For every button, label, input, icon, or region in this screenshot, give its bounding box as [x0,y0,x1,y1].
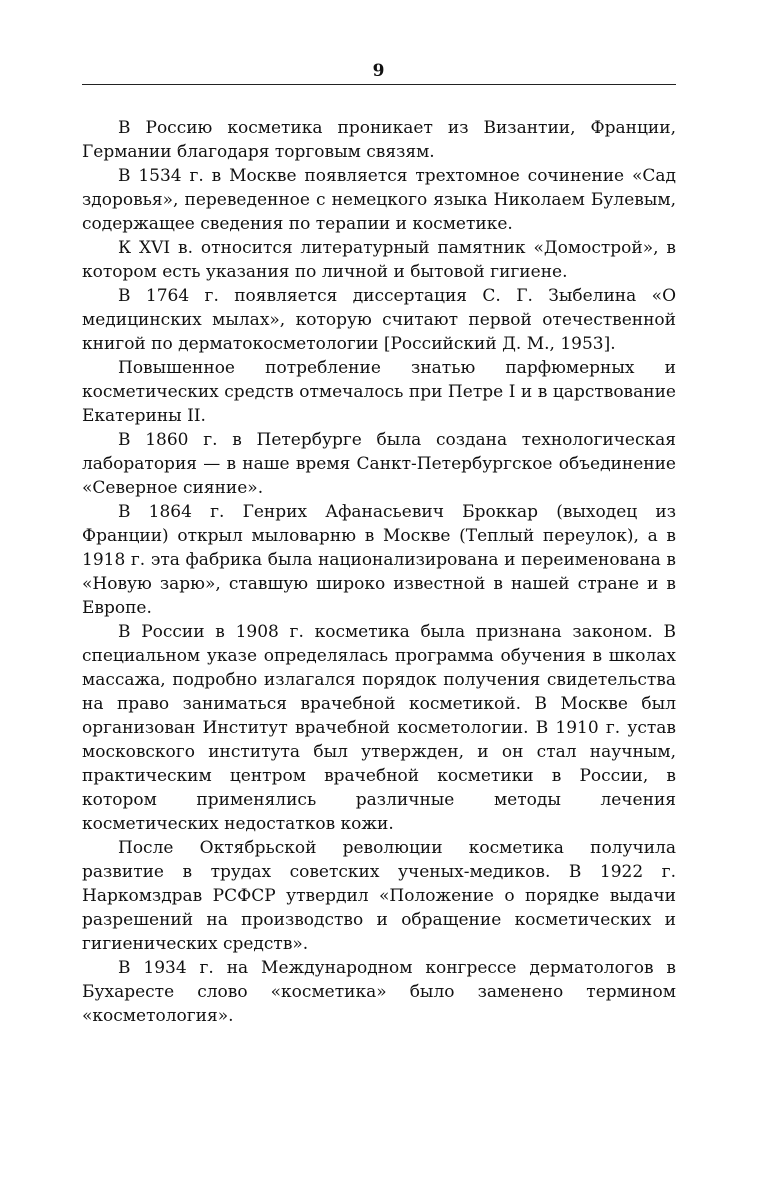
paragraph-4: В 1764 г. появляется диссертация С. Г. Зыбелина «О медицинских мылах», которую считают первой отечественной книгой по дерматокосметологии [Российский Д. М., 1953]. [82,286,676,354]
page-number: 9 [372,61,385,81]
paragraph-7: В 1864 г. Генрих Афанасьевич Броккар (выходец из Франции) открыл мыловарню в Москве (Теплый переулок), а в 1918 г. эта фабрика была национализирована и переименована в «Новую зарю», ставшую широко известной в нашей стране и в Европе. [82,502,676,618]
paragraph-5: Повышенное потребление знатью парфюмерных и косметических средств отмечалось при Петре I и в царствование Екатерины II. [82,358,676,426]
header-rule [82,84,676,85]
paragraph-2: В 1534 г. в Москве появляется трехтомное сочинение «Сад здоровья», переведенное с немецкого языка Николаем Булевым, содержащее сведения по терапии и косметике. [82,166,676,234]
paragraph-1: В Россию косметика проникает из Византии, Франции, Германии благодаря торговым связям. [82,118,676,162]
paragraph-6: В 1860 г. в Петербурге была создана технологическая лаборатория — в наше время Санкт-Петербургское объединение «Северное сияние». [82,430,676,498]
paragraph-10: В 1934 г. на Международном конгрессе дерматологов в Бухаресте слово «косметика» было заменено термином «косметология». [82,958,676,1026]
text-body [82,116,676,1028]
paragraph-9: После Октябрьской революции косметика получила развитие в трудах советских ученых-медиков. В 1922 г. Наркомздрав РСФСР утвердил «Положение о порядке выдачи разрешений на производство и обращение косметических и гигиенических средств». [82,838,676,954]
paragraph-8: В России в 1908 г. косметика была признана законом. В специальном указе определялась программа обучения в школах массажа, подробно излагался порядок получения свидетельства на право заниматься врачебной косметикой. В Москве был организован Институт врачебной косметологии. В 1910 г. устав московского института был утвержден, и он стал научным, практическим центром врачебной косметики в России, в котором применялись различные методы лечения косметических недостатков кожи. [82,622,676,834]
paragraph-3: К XVI в. относится литературный памятник «Домострой», в котором есть указания по личной и бытовой гигиене. [82,238,676,282]
